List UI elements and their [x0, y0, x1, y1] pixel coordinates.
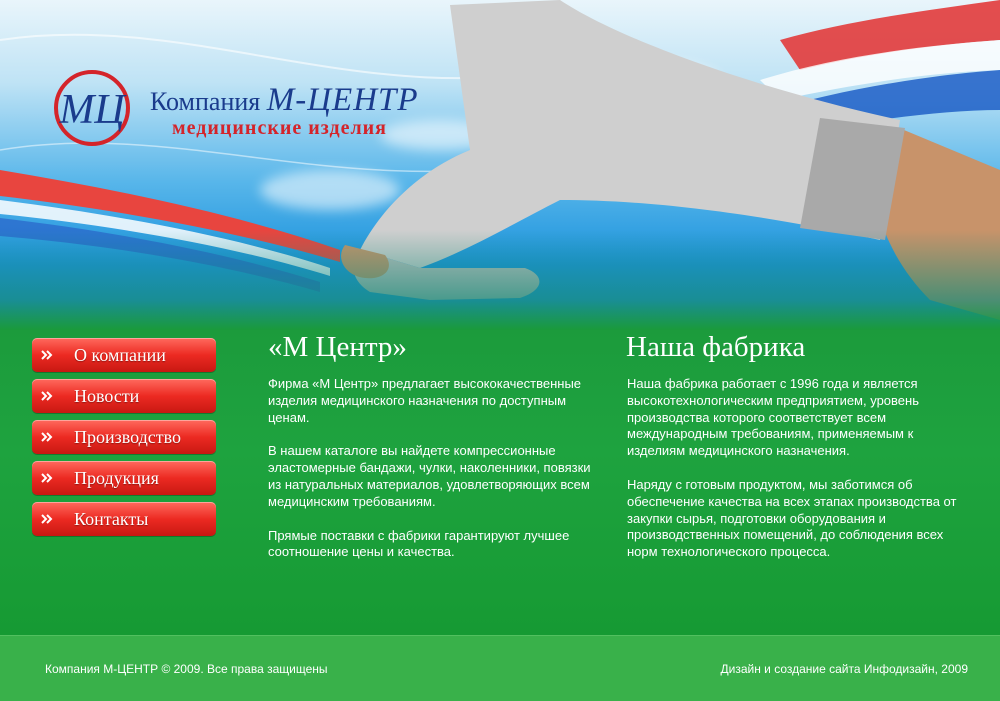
logo-subtitle: медицинские изделия — [172, 117, 388, 139]
about-paragraph: Прямые поставки с фабрики гарантируют лучшее соотношение цены и качества. — [268, 527, 570, 560]
about-section — [268, 330, 593, 578]
footer — [0, 635, 1000, 701]
logo-company-name — [150, 82, 419, 119]
menu-item-products[interactable] — [32, 461, 216, 495]
logo-monogram: МЦ — [59, 87, 125, 133]
factory-paragraph: Наряду с готовым продуктом, мы заботимся об обеспечение качества на всех этапах производства от закупки сырья, подготовки оборудования и производственных помещений, до соблюдения всех норм технологического процесса. — [627, 476, 957, 560]
logo-company-title: М-ЦЕНТР — [266, 82, 419, 118]
company-logo-emblem — [50, 66, 134, 150]
menu-item-production[interactable] — [32, 420, 216, 454]
menu-item-about[interactable] — [32, 338, 216, 372]
footer-copyright: Компания М-ЦЕНТР © 2009. Все права защищены — [45, 662, 328, 676]
menu-item-label: Продукция — [74, 468, 159, 488]
about-paragraph: Фирма «М Центр» предлагает высококачественные изделия медицинского назначения по доступным ценам. — [268, 376, 582, 425]
menu-item-label: Производство — [74, 427, 181, 447]
main-menu — [32, 338, 216, 543]
footer-credits-link[interactable]: Дизайн и создание сайта Инфодизайн, 2009 — [720, 662, 968, 676]
double-chevron-right-icon — [41, 431, 53, 443]
header-banner — [0, 0, 1000, 330]
double-chevron-right-icon — [41, 472, 53, 484]
factory-paragraph: Наша фабрика работает с 1996 года и является высокотехнологическим предприятием, уровень производства которого соответствует всем международным требованиям, применяемым к изделиям медицинского назначения. — [627, 376, 919, 459]
menu-item-label: Новости — [74, 386, 140, 406]
menu-item-news[interactable] — [32, 379, 216, 413]
menu-item-label: О компании — [74, 345, 166, 365]
about-paragraph: В нашем каталоге вы найдете компрессионные эластомерные бандажи, чулки, наколенники, повязки из натуральных материалов, удовлетворяющих всем медицинским требованиям. — [268, 443, 591, 509]
double-chevron-right-icon — [41, 390, 53, 402]
double-chevron-right-icon — [41, 513, 53, 525]
factory-title: Наша фабрика — [626, 331, 806, 363]
menu-item-contacts[interactable] — [32, 502, 216, 536]
about-title: «М Центр» — [268, 331, 407, 363]
factory-section — [626, 330, 966, 578]
banner-fade — [0, 230, 1000, 330]
double-chevron-right-icon — [41, 349, 53, 361]
logo-company-prefix: Компания — [150, 87, 261, 116]
menu-item-label: Контакты — [74, 509, 149, 529]
